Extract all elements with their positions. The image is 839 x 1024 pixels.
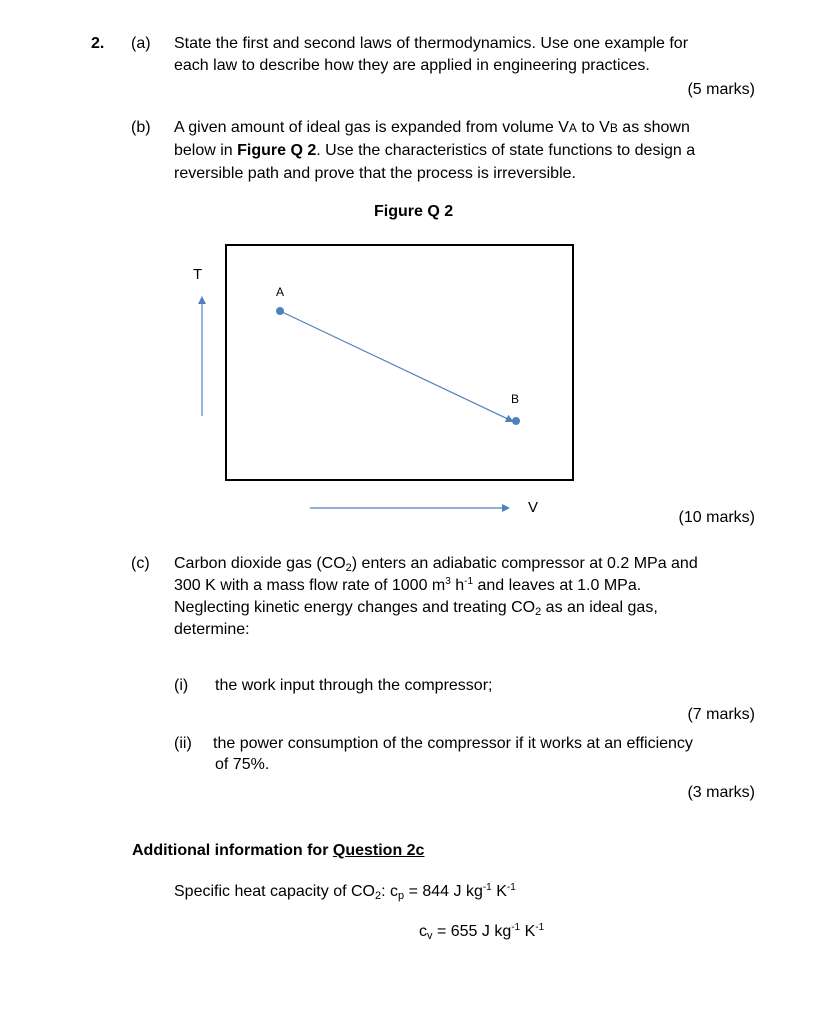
part-b-line3: reversible path and prove that the process is irreversible. bbox=[174, 165, 576, 182]
part-c-label: (c) bbox=[131, 555, 150, 572]
process-path bbox=[280, 311, 512, 421]
t-axis-label: T bbox=[193, 266, 203, 283]
part-c-line2: 300 K with a mass flow rate of 1000 $m^3$ $h^{-1}$ and leaves at 1.0 MPa. bbox=[174, 576, 642, 594]
part-a-line2: each law to describe how they are applied in engineering practices. bbox=[174, 57, 650, 74]
additional-heading: Additional information for Question 2c bbox=[132, 842, 425, 859]
figure-box bbox=[226, 245, 573, 480]
point-b-label: B bbox=[511, 392, 520, 406]
v-axis-label: V bbox=[528, 499, 539, 516]
cp-line: Specific heat capacity of $CO_2$: $c_p = 844$ J $kg^{-1}$ $K^{-1}$ bbox=[174, 882, 516, 902]
part-b-marks: (10 marks) bbox=[678, 509, 755, 526]
part-c-ii-line2: of 75%. bbox=[215, 756, 270, 773]
part-c-ii-line1: the power consumption of the compressor if it works at an efficiency bbox=[213, 735, 693, 752]
point-a-marker bbox=[276, 307, 284, 315]
part-b-label: (b) bbox=[131, 119, 151, 136]
part-c-line4: determine: bbox=[174, 621, 250, 638]
part-a-marks: (5 marks) bbox=[687, 81, 755, 98]
part-a-line1: State the first and second laws of thermodynamics. Use one example for bbox=[174, 35, 689, 52]
part-c-ii-marks: (3 marks) bbox=[687, 784, 755, 801]
figure-title: Figure Q 2 bbox=[374, 203, 454, 220]
part-c-i-label: (i) bbox=[174, 677, 189, 694]
part-c-i-text: the work input through the compressor; bbox=[215, 677, 493, 694]
part-c-line3: Neglecting kinetic energy changes and treating $CO_2$ as an ideal gas, bbox=[174, 599, 658, 618]
part-a-label: (a) bbox=[131, 35, 151, 52]
cv-line: $c_v = 655$ J $kg^{-1}$ $K^{-1}$ bbox=[419, 922, 545, 942]
question-number: 2. bbox=[91, 35, 105, 52]
part-c-ii-label: (ii) bbox=[174, 735, 192, 752]
point-b-marker bbox=[512, 417, 520, 425]
part-c-i-marks: (7 marks) bbox=[687, 706, 755, 723]
part-c-line1: Carbon dioxide gas $(CO_2)$ enters an adiabatic compressor at 0.2 MPa and bbox=[174, 555, 698, 574]
part-b-line2: below in Figure Q 2. Use the characteristics of state functions to design a bbox=[174, 142, 696, 159]
point-a-label: A bbox=[276, 285, 285, 299]
question-2c-reference: Question 2c bbox=[332, 842, 425, 859]
part-b-line1: A given amount of ideal gas is expanded from volume VA to VB as shown bbox=[174, 119, 690, 136]
